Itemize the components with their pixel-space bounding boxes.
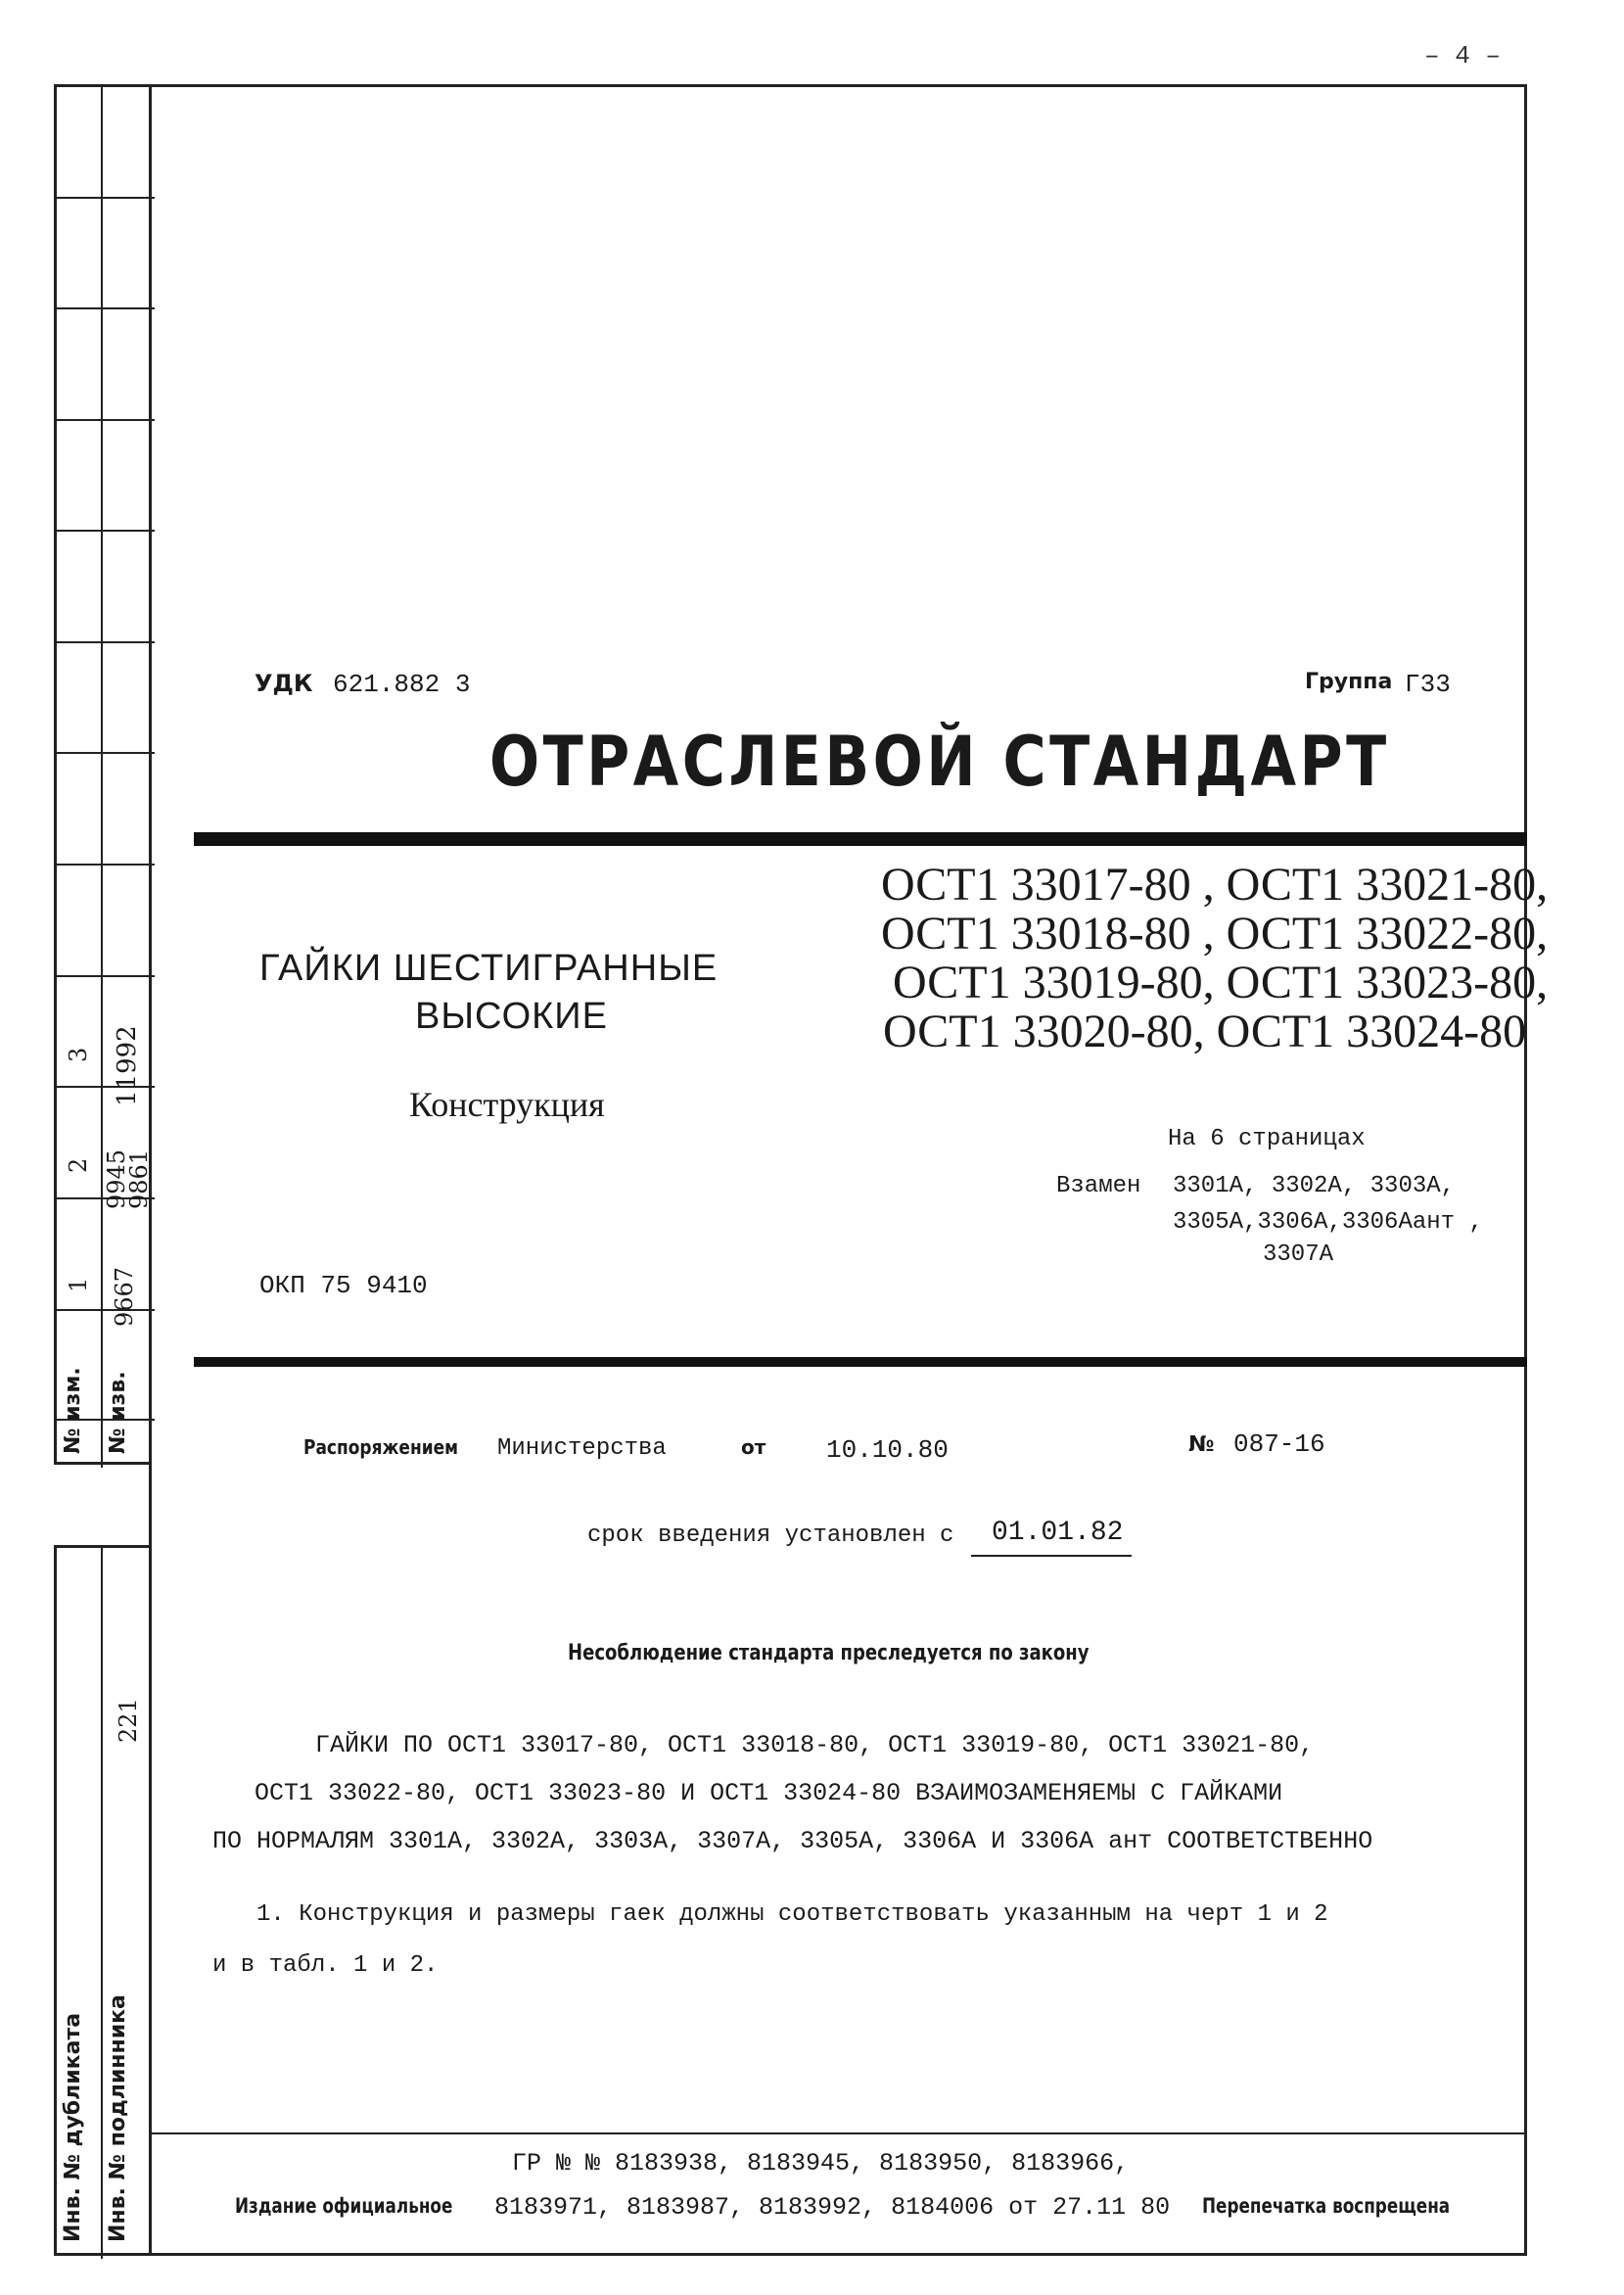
footer-reprint-note: Перепечатка воспрещена — [1202, 2194, 1451, 2218]
revision-strip — [54, 84, 152, 1465]
subject-line-1: ГАЙКИ ШЕСТИГРАННЫЕ — [259, 948, 719, 989]
change-2: 2 — [65, 1157, 92, 1173]
replaces-line-2: 3305А,3306А,3306Аант , — [1173, 1209, 1483, 1236]
subject-line-2: ВЫСОКИЕ — [415, 996, 608, 1037]
notice-9945: 9945 — [103, 1148, 130, 1209]
law-notice: Несоблюдение стандарта преследуется по закону — [568, 1641, 1090, 1665]
change-number-label: № изм. — [61, 1367, 85, 1454]
page-number: – 4 – — [1424, 41, 1502, 70]
udk-label: УДК — [255, 670, 313, 697]
title-rule-top — [194, 832, 1527, 846]
clause-1-line-1: 1. Конструкция и размеры гаек должны соответствовать указанным на черт 1 и 2 — [256, 1901, 1328, 1928]
group-label: Группа — [1305, 670, 1393, 694]
standards-line-3: ОСТ1 33019-80, ОСТ1 33023-80, — [893, 957, 1549, 1008]
footer-numbers-line: 8183971, 8183987, 8183992, 8184006 от 27.11 80 — [494, 2193, 1171, 2222]
standards-line-2: ОСТ1 33018-80 , ОСТ1 33022-80, — [881, 908, 1549, 960]
notice-11992: 11992 — [113, 1025, 142, 1106]
interchange-line-1: ГАЙКИ ПО ОСТ1 33017-80, ОСТ1 33018-80, ОСТ1 33019-80, ОСТ1 33021-80, — [315, 1731, 1315, 1759]
notice-number-label: № изв. — [106, 1371, 130, 1454]
order-number: 087-16 — [1233, 1429, 1325, 1459]
interchange-line-3: ПО НОРМАЛЯМ 3301А, 3302А, 3303А, 3307А, 3305А, 3306А И 3306А ант СООТВЕТСТВЕННО — [212, 1827, 1373, 1855]
footer-rule — [149, 2132, 1527, 2134]
replaces-label: Взамен — [1056, 1173, 1141, 1199]
effective-date-underline — [971, 1555, 1132, 1557]
inv-original-label: Инв. № подлинника — [106, 1994, 130, 2242]
group-value: Г33 — [1405, 670, 1451, 699]
standards-line-4: ОСТ1 33020-80, ОСТ1 33024-80 — [883, 1006, 1527, 1057]
order-number-label: № — [1188, 1432, 1215, 1457]
notice-9861: 9861 — [125, 1148, 153, 1209]
okp-code: ОКП 75 9410 — [259, 1271, 428, 1300]
udk-value: 621.882 3 — [333, 670, 471, 699]
footer-edition-label: Издание официальное — [235, 2194, 453, 2218]
document-frame — [149, 84, 1527, 2256]
replaces-line-3: 3307А — [1263, 1241, 1334, 1268]
order-from-label: от — [741, 1435, 766, 1459]
order-label: Распоряжением — [303, 1435, 459, 1459]
effective-date: 01.01.82 — [992, 1518, 1124, 1548]
change-1: 1 — [65, 1277, 92, 1292]
standards-line-1: ОСТ1 33017-80 , ОСТ1 33021-80, — [881, 859, 1549, 911]
footer-gr-line: ГР № № 8183938, 8183945, 8183950, 8183966, — [512, 2149, 1130, 2178]
replaces-line-1: 3301А, 3302А, 3303А, — [1173, 1173, 1456, 1199]
title-rule-bottom — [194, 1357, 1527, 1367]
inv-original-value: 221 — [115, 1698, 142, 1743]
subject-subtitle: Конструкция — [409, 1085, 605, 1124]
order-ministry: Министерства — [497, 1435, 667, 1462]
interchange-line-2: ОСТ1 33022-80, ОСТ1 33023-80 И ОСТ1 33024-80 ВЗАИМОЗАМЕНЯЕМЫ С ГАЙКАМИ — [255, 1779, 1283, 1807]
pages-note: На 6 страницах — [1168, 1126, 1366, 1152]
inv-duplicate-label: Инв. № дубликата — [61, 2012, 85, 2242]
notice-9667: 9667 — [111, 1266, 138, 1327]
effective-text: срок введения установлен с — [587, 1522, 954, 1549]
change-3: 3 — [65, 1047, 92, 1062]
clause-1-line-2: и в табл. 1 и 2. — [212, 1952, 439, 1979]
document-title: ОТРАСЛЕВОЙ СТАНДАРТ — [489, 722, 1390, 802]
order-date: 10.10.80 — [826, 1435, 949, 1465]
